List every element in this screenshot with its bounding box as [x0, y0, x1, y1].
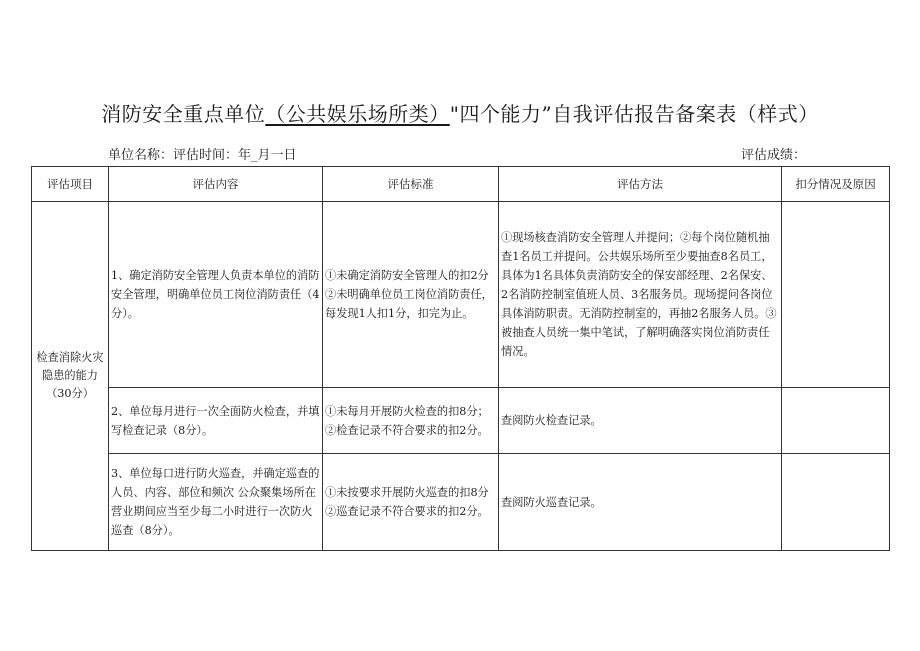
content-cell: 1、确定消防安全管理人负责本单位的消防安全管理，明确单位员工岗位消防责任（4分）。 [109, 202, 323, 388]
assessment-table [31, 166, 890, 551]
table-row [32, 388, 890, 454]
content-cell: 2、单位每月进行一次全面防火检查，并填写检查记录（8分）。 [109, 388, 323, 454]
method-cell: 查阅防火巡查记录。 [499, 454, 782, 551]
header-project: 评估项目 [32, 167, 109, 202]
title-prefix: 消防安全重点单位 [101, 102, 266, 126]
title-suffix: "四个能力”自我评估报告备案表（样式） [449, 102, 819, 126]
assessment-score-label: 评估成绩： [741, 148, 807, 163]
method-cell: 查阅防火检查记录。 [499, 388, 782, 454]
content-cell: 3、单位每口进行防火巡查，并确定巡查的人员、内容、部位和频次 公众聚集场所在营业期间应当至少每二小时进行一次防火巡查（8分）。 [109, 454, 323, 551]
table-row [32, 454, 890, 551]
standard-cell: ①未每月开展防火检查的扣8分；②检查记录不符合要求的扣2分。 [323, 388, 499, 454]
table-header-row [32, 167, 890, 202]
table-row [32, 202, 890, 388]
standard-cell: ①未按要求开展防火巡查的扣8分②巡查记录不符合要求的扣2分。 [323, 454, 499, 551]
deduction-cell[interactable] [782, 454, 890, 551]
page-title [0, 98, 920, 127]
header-content: 评估内容 [109, 167, 323, 202]
standard-cell: ①未确定消防安全管理人的扣2分②未明确单位员工岗位消防责任，每发现1人扣1分，扣完为止。 [323, 202, 499, 388]
header-method: 评估方法 [499, 167, 782, 202]
unit-name-and-date-line: 单位名称：评估时间：年_月一日 [108, 148, 297, 163]
header-standard: 评估标准 [323, 167, 499, 202]
project-cell: 检查消除火灾隐患的能力（30分） [32, 202, 109, 551]
title-category: （公共娱乐场所类） [265, 102, 450, 126]
deduction-cell[interactable] [782, 202, 890, 388]
header-deduction: 扣分情况及原因 [782, 167, 890, 202]
method-cell: ①现场核查消防安全管理人并提问；②每个岗位随机抽查1名员工并提问。公共娱乐场所至少要抽查8名员工，具体为1名具体负责消防安全的保安部经理、2名保安、2名消防控制室值班人员、3名服务员。现场提问各岗位具体消防职责。无消防控制室的，再抽2名服务人员。③被抽查人员统一集中笔试，了解明确落实岗位消防责任情况。 [499, 202, 782, 388]
deduction-cell[interactable] [782, 388, 890, 454]
